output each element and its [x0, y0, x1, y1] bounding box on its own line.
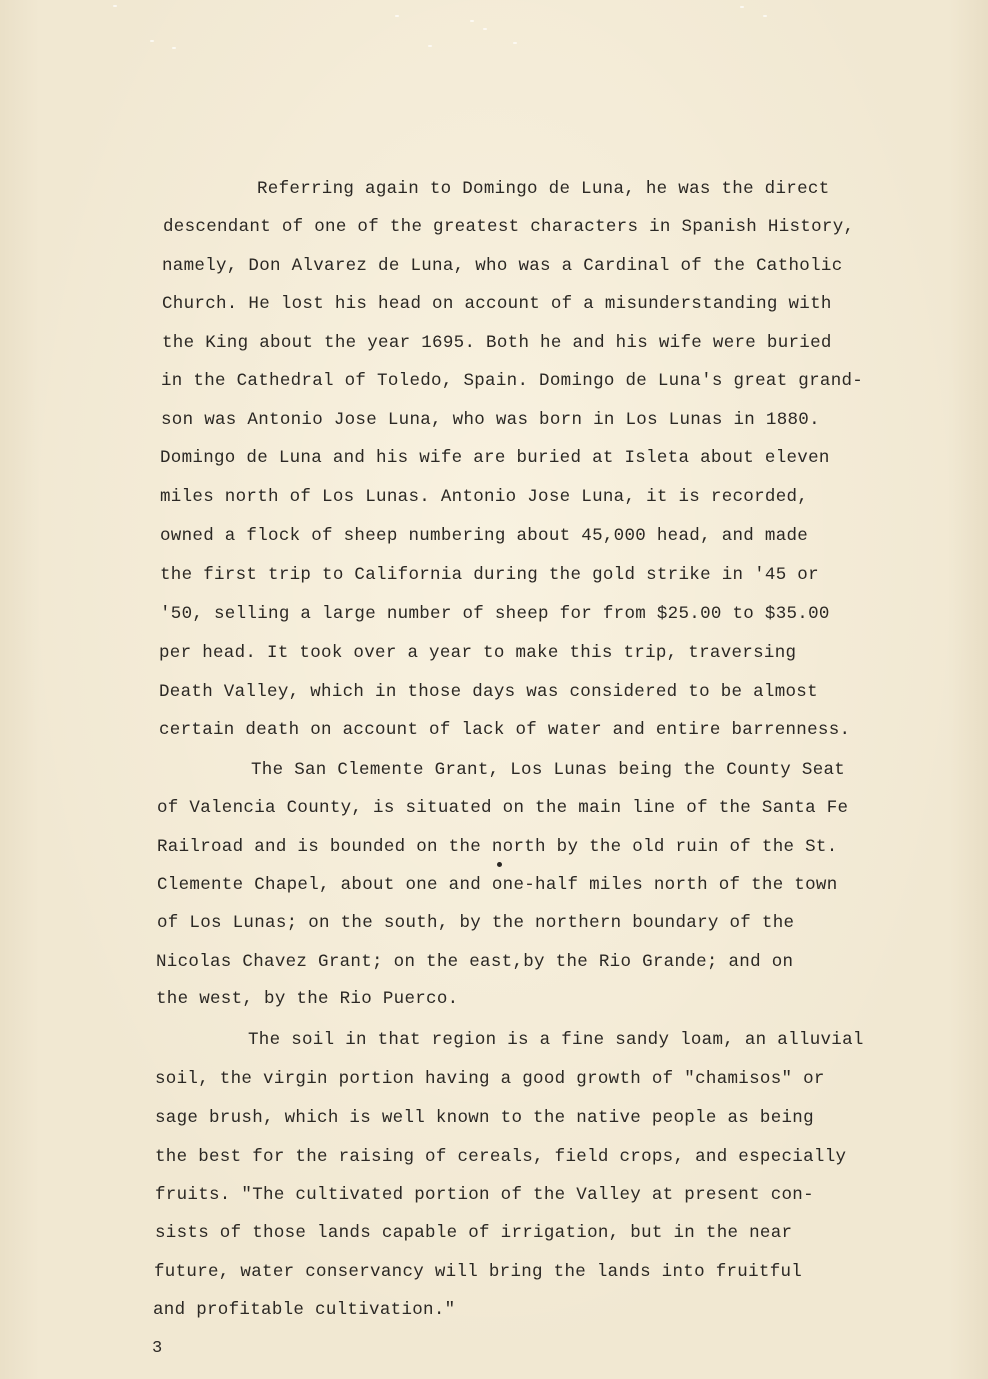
text-line: Clemente Chapel, about one and one-half miles north of the town — [157, 875, 838, 895]
text-line: soil, the virgin portion having a good growth of "chamisos" or — [155, 1069, 825, 1089]
text-line: The San Clemente Grant, Los Lunas being the County Seat — [251, 760, 846, 780]
stray-dot — [497, 862, 502, 867]
text-line: fruits. "The cultivated portion of the Valley at present con- — [155, 1185, 814, 1205]
text-line: certain death on account of lack of water and entire barrenness. — [159, 720, 851, 740]
text-line: the best for the raising of cereals, field crops, and especially — [155, 1147, 847, 1167]
text-line: son was Antonio Jose Luna, who was born in Los Lunas in 1880. — [161, 410, 820, 430]
text-line: Nicolas Chavez Grant; on the east,by the Rio Grande; and on — [156, 952, 794, 972]
text-line: per head. It took over a year to make this trip, traversing — [159, 643, 797, 663]
text-line: Referring again to Domingo de Luna, he was the direct — [257, 179, 830, 199]
text-line: miles north of Los Lunas. Antonio Jose Luna, it is recorded, — [160, 487, 809, 507]
text-line: descendant of one of the greatest characters in Spanish History, — [163, 217, 855, 237]
text-line: in the Cathedral of Toledo, Spain. Domingo de Luna's great grand- — [161, 371, 864, 391]
page-number: 3 — [152, 1339, 163, 1358]
text-line: '50, selling a large number of sheep for from $25.00 to $35.00 — [160, 604, 830, 624]
text-line: The soil in that region is a fine sandy loam, an alluvial — [248, 1030, 864, 1050]
text-line: the west, by the Rio Puerco. — [156, 989, 459, 1009]
text-line: sists of those lands capable of irrigation, but in the near — [155, 1223, 793, 1243]
text-line: the first trip to California during the gold strike in '45 or — [160, 565, 819, 585]
text-line: future, water conservancy will bring the lands into fruitful — [154, 1262, 803, 1282]
text-line: Railroad and is bounded on the north by the old ruin of the St. — [157, 837, 838, 857]
text-line: of Los Lunas; on the south, by the northern boundary of the — [157, 913, 795, 933]
text-line: owned a flock of sheep numbering about 45,000 head, and made — [160, 526, 809, 546]
text-line: sage brush, which is well known to the native people as being — [155, 1108, 814, 1128]
text-line: Death Valley, which in those days was considered to be almost — [159, 682, 818, 702]
text-line: Domingo de Luna and his wife are buried at Isleta about eleven — [160, 448, 830, 468]
text-line: the King about the year 1695. Both he and his wife were buried — [162, 333, 832, 353]
text-line: Church. He lost his head on account of a misunderstanding with — [162, 294, 832, 314]
text-line: and profitable cultivation." — [153, 1300, 456, 1320]
text-line: of Valencia County, is situated on the main line of the Santa Fe — [157, 798, 849, 818]
text-line: namely, Don Alvarez de Luna, who was a Cardinal of the Catholic — [162, 256, 843, 276]
